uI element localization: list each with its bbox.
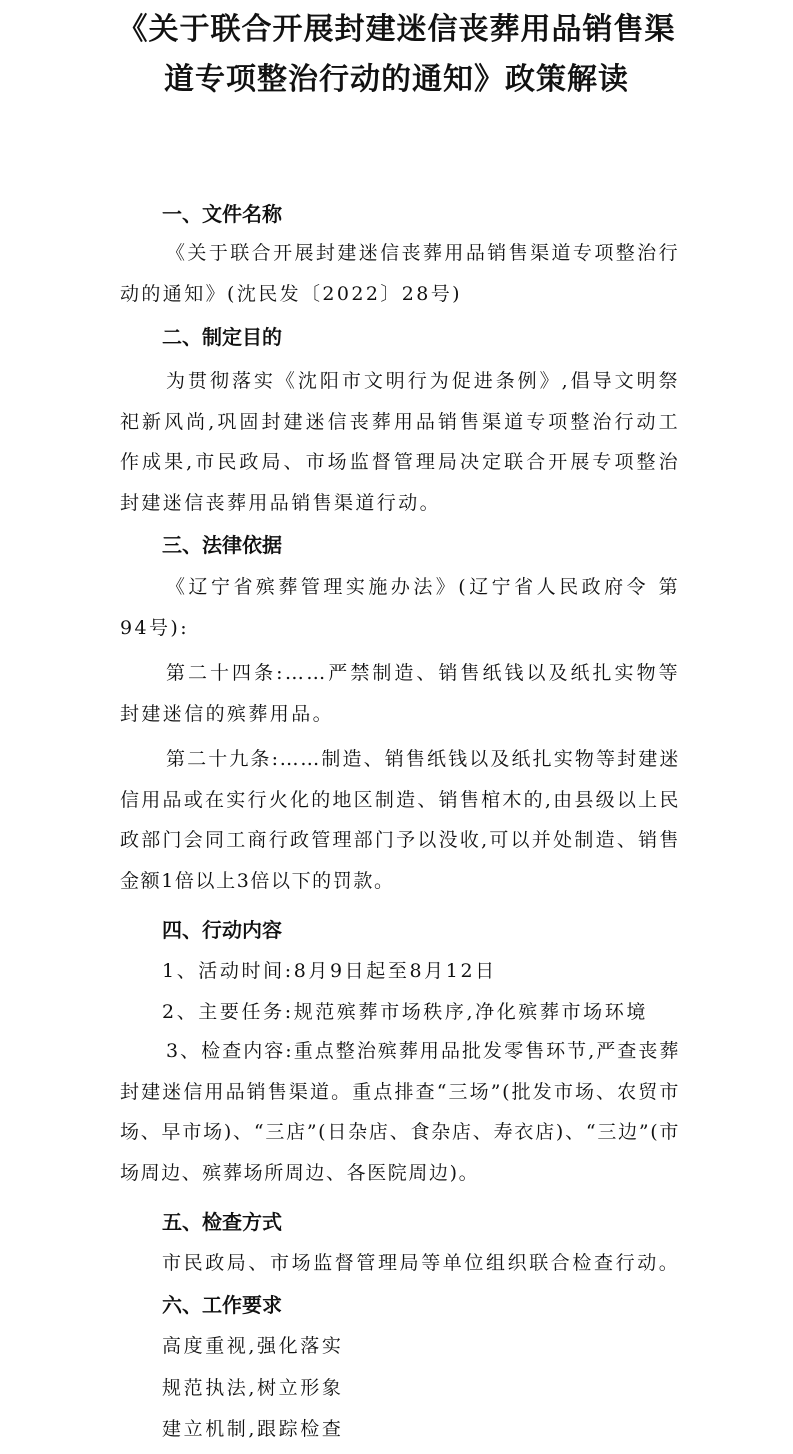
legal-basis-regulation: 《辽宁省殡葬管理实施办法》(辽宁省人民政府令 第94号): <box>120 576 680 639</box>
document-title-line-2: 道专项整治行动的通知》政策解读 <box>164 62 629 97</box>
legal-basis-article-24: 第二十四条:……严禁制造、销售纸钱以及纸扎实物等封建迷信的殡葬用品。 <box>120 662 680 725</box>
legal-basis-article-29: 第二十九条:……制造、销售纸钱以及纸扎实物等封建迷信用品或在实行火化的地区制造、销售棺木的,由县级以上民政部门会同工商行政管理部门予以没收,可以并处制造、销售金额1倍以上3倍以下的罚款。 <box>120 748 680 892</box>
document-title-line-1: 《关于联合开展封建迷信丧葬用品销售渠 <box>117 12 676 47</box>
section-heading-legal-basis: 三、法律依据 <box>162 533 282 557</box>
work-requirement-item: 高度重视,强化落实 <box>162 1335 344 1357</box>
action-item-time: 1、活动时间:8月9日起至8月12日 <box>162 960 497 982</box>
section-heading-action-content: 四、行动内容 <box>162 918 282 942</box>
work-requirement-item: 规范执法,树立形象 <box>162 1377 344 1399</box>
section-heading-file-name: 一、文件名称 <box>162 202 282 226</box>
file-name-paragraph: 《关于联合开展封建迷信丧葬用品销售渠道专项整治行动的通知》(沈民发〔2022〕28号) <box>120 242 680 305</box>
section-heading-purpose: 二、制定目的 <box>162 325 282 349</box>
inspection-method-text: 市民政局、市场监督管理局等单位组织联合检查行动。 <box>162 1252 681 1274</box>
action-item-tasks: 2、主要任务:规范殡葬市场秩序,净化殡葬市场环境 <box>162 1001 648 1023</box>
work-requirement-item: 建立机制,跟踪检查 <box>162 1418 344 1440</box>
action-item-inspection: 3、检查内容:重点整治殡葬用品批发零售环节,严查丧葬封建迷信用品销售渠道。重点排查“三场”(批发市场、农贸市场、早市场)、“三店”(日杂店、食杂店、寿衣店)、“三边”(市场周边、殡葬场所周边、各医院周边)。 <box>120 1040 680 1184</box>
purpose-paragraph: 为贯彻落实《沈阳市文明行为促进条例》,倡导文明祭祀新风尚,巩固封建迷信丧葬用品销售渠道专项整治行动工作成果,市民政局、市场监督管理局决定联合开展专项整治封建迷信丧葬用品销售渠道行动。 <box>120 370 680 514</box>
section-heading-inspection-method: 五、检查方式 <box>162 1210 282 1234</box>
section-heading-work-requirements: 六、工作要求 <box>162 1293 282 1317</box>
